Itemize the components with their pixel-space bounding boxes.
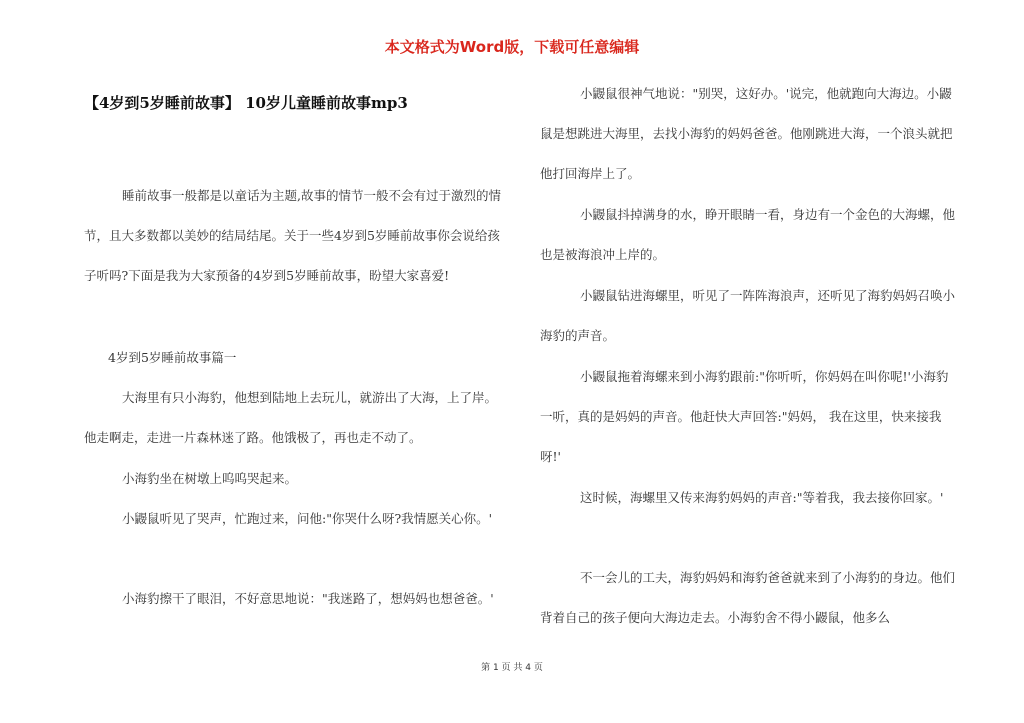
paragraph: 小海豹擦干了眼泪，不好意思地说："我迷路了，想妈妈也想爸爸。' [122,591,494,606]
paragraph: 小海豹坐在树墩上呜呜哭起来。 [122,471,298,486]
paragraph: 这时候，海螺里又传来海豹妈妈的声音:"等着我，我去接你回家。' [580,490,944,505]
paragraph: 小鼹鼠听见了哭声，忙跑过来，问他:"你哭什么呀?我情愿关心你。' [122,511,493,526]
paragraph: 小鼹鼠抖掉满身的水，睁开眼睛一看，身边有一个金色的大海螺，他也是被海浪冲上岸的。 [540,207,956,262]
document-title: 【4岁到5岁睡前故事】 10岁儿童睡前故事mp3 [84,94,408,112]
paragraph: 不一会儿的工夫，海豹妈妈和海豹爸爸就来到了小海豹的身边。他们背着自己的孩子便向大海边走去。小海豹舍不得小鼹鼠，他多么 [540,570,956,625]
paragraph-intro: 睡前故事一般都是以童话为主题,故事的情节一般不会有过于激烈的情节，且大多数都以美妙的结局结尾。关于一些4岁到5岁睡前故事你会说给孩子听吗?下面是我为大家预备的4岁到5岁睡前故事，盼望大家喜爱! [84,188,501,283]
paragraph: 大海里有只小海豹，他想到陆地上去玩儿，就游出了大海，上了岸。他走啊走，走进一片森林迷了路。他饿极了，再也走不动了。 [84,390,498,445]
section-heading: 4岁到5岁睡前故事篇一 [108,350,237,365]
page-number: 第 1 页 共 4 页 [481,663,543,673]
paragraph: 小鼹鼠钻进海螺里，听见了一阵阵海浪声，还听见了海豹妈妈召唤小海豹的声音。 [540,288,956,343]
paragraph: 小鼹鼠很神气地说："别哭，这好办。'说完，他就跑向大海边。小鼹鼠是想跳进大海里，去找小海豹的妈妈爸爸。他刚跳进大海，一个浪头就把他打回海岸上了。 [540,86,953,181]
download-banner: 本文格式为Word版，下载可任意编辑 [384,38,640,56]
paragraph: 小鼹鼠拖着海螺来到小海豹跟前:"你听听，你妈妈在叫你呢!'小海豹一听，真的是妈妈的声音。他赶快大声回答:"妈妈， 我在这里，快来接我呀!' [540,369,949,464]
